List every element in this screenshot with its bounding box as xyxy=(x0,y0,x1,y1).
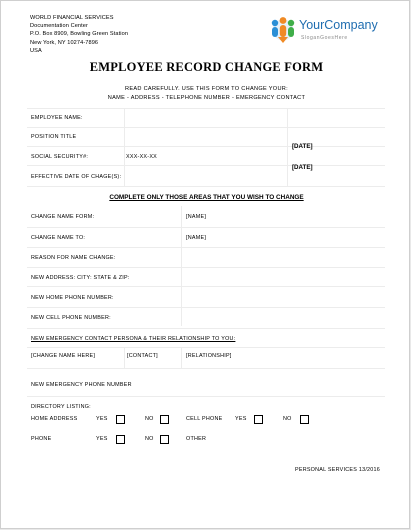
new-cell-phone-label: NEW CELL PHONE NUMBER: xyxy=(31,315,111,321)
sender-line-3: P.O. Box 8909, Bowling Green Station xyxy=(30,31,129,38)
sender-line-5: USA xyxy=(30,47,42,54)
grid-line xyxy=(287,108,288,186)
sender-line-4: New York, NY 10274-7896 xyxy=(30,39,99,46)
grid-line xyxy=(181,347,182,368)
other-label: OTHER xyxy=(186,436,207,442)
grid-line xyxy=(27,146,385,147)
grid-line xyxy=(181,206,182,326)
section-heading: COMPLETE ONLY THOSE AREAS THAT YOU WISH TO CHANGE xyxy=(109,194,304,201)
grid-line xyxy=(27,165,385,166)
phone-no-label: NO xyxy=(145,436,154,442)
emergency-heading: NEW EMERGENCY CONTACT PERSONA & THEIR RELATIONSHIP TO YOU: xyxy=(31,336,236,342)
emergency-name-field[interactable]: [CHANGE NAME HERE] xyxy=(31,353,96,359)
new-home-phone-label: NEW HOME PHONE NUMBER: xyxy=(31,295,114,301)
instructions-line-1: READ CAREFULLY. USE THIS FORM TO CHANGE YOUR: xyxy=(124,86,288,92)
effective-date-label: EFFECTIVE DATE OF CHAGE(S): xyxy=(31,174,122,180)
people-logo-icon xyxy=(267,15,299,45)
grid-line xyxy=(27,368,385,369)
sender-address xyxy=(30,14,128,55)
home-address-yes-checkbox[interactable] xyxy=(116,415,125,424)
page-title: EMPLOYEE RECORD CHANGE FORM xyxy=(89,60,324,74)
home-address-no-checkbox[interactable] xyxy=(160,415,169,424)
emergency-contact-field[interactable]: [CONTACT] xyxy=(127,353,158,359)
footer-text: PERSONAL SERVICES 13/2016 xyxy=(295,467,381,473)
grid-line xyxy=(27,328,385,329)
grid-line xyxy=(27,396,385,397)
reason-label: REASON FOR NAME CHANGE: xyxy=(31,255,116,261)
grid-line xyxy=(27,227,385,228)
employee-name-label: EMPLOYEE NAME: xyxy=(31,115,83,121)
cell-phone-label: CELL PHONE xyxy=(186,416,223,422)
phone-label: PHONE xyxy=(31,436,52,442)
change-name-to-label: CHANGE NAME TO: xyxy=(31,235,86,241)
cell-phone-yes-label: YES xyxy=(235,416,247,422)
phone-no-checkbox[interactable] xyxy=(160,435,169,444)
ssn-value[interactable]: XXX-XX-XX xyxy=(126,154,158,160)
phone-yes-checkbox[interactable] xyxy=(116,435,125,444)
sender-line-1: WORLD FINANCIAL SERVICES xyxy=(30,15,114,21)
logo-name: YourCompany xyxy=(299,18,378,32)
new-address-label: NEW ADDRESS: CITY: STATE & ZIP: xyxy=(31,275,130,281)
grid-line xyxy=(27,307,385,308)
logo-tagline: SloganGoesHere xyxy=(301,35,348,41)
grid-line xyxy=(27,347,385,348)
grid-line xyxy=(124,108,125,186)
phone-yes-label: YES xyxy=(96,436,108,442)
home-address-label: HOME ADDRESS xyxy=(31,416,78,422)
grid-line xyxy=(27,247,385,248)
company-logo xyxy=(267,15,385,45)
cell-phone-no-label: NO xyxy=(283,416,292,422)
date-field-1[interactable]: [DATE] xyxy=(292,143,313,150)
grid-line xyxy=(27,127,385,128)
emergency-relationship-field[interactable]: [RELATIONSHIP] xyxy=(186,353,232,359)
instructions-line-2: NAME - ADDRESS - TELEPHONE NUMBER - EMERGENCY CONTACT xyxy=(107,95,306,101)
position-title-label: POSITION TITLE xyxy=(31,134,77,140)
directory-heading: DIRECTORY LISTING: xyxy=(31,404,91,410)
grid-line xyxy=(27,186,385,187)
name-from-value[interactable]: [NAME] xyxy=(186,214,207,220)
home-address-no-label: NO xyxy=(145,416,154,422)
date-field-2[interactable]: [DATE] xyxy=(292,164,313,171)
change-name-from-label: CHANGE NAME FORM: xyxy=(31,214,95,220)
name-to-value[interactable]: [NAME] xyxy=(186,235,207,241)
cell-phone-no-checkbox[interactable] xyxy=(300,415,309,424)
emergency-phone-label: NEW EMERGENCY PHONE NUMBER xyxy=(31,382,132,388)
grid-line xyxy=(124,347,125,368)
grid-line xyxy=(27,108,385,109)
sender-line-2: Documentation Center xyxy=(30,23,88,30)
grid-line xyxy=(27,286,385,287)
social-security-label: SOCIAL SECURITY#: xyxy=(31,154,89,160)
cell-phone-yes-checkbox[interactable] xyxy=(254,415,263,424)
home-address-yes-label: YES xyxy=(96,416,108,422)
grid-line xyxy=(27,267,385,268)
